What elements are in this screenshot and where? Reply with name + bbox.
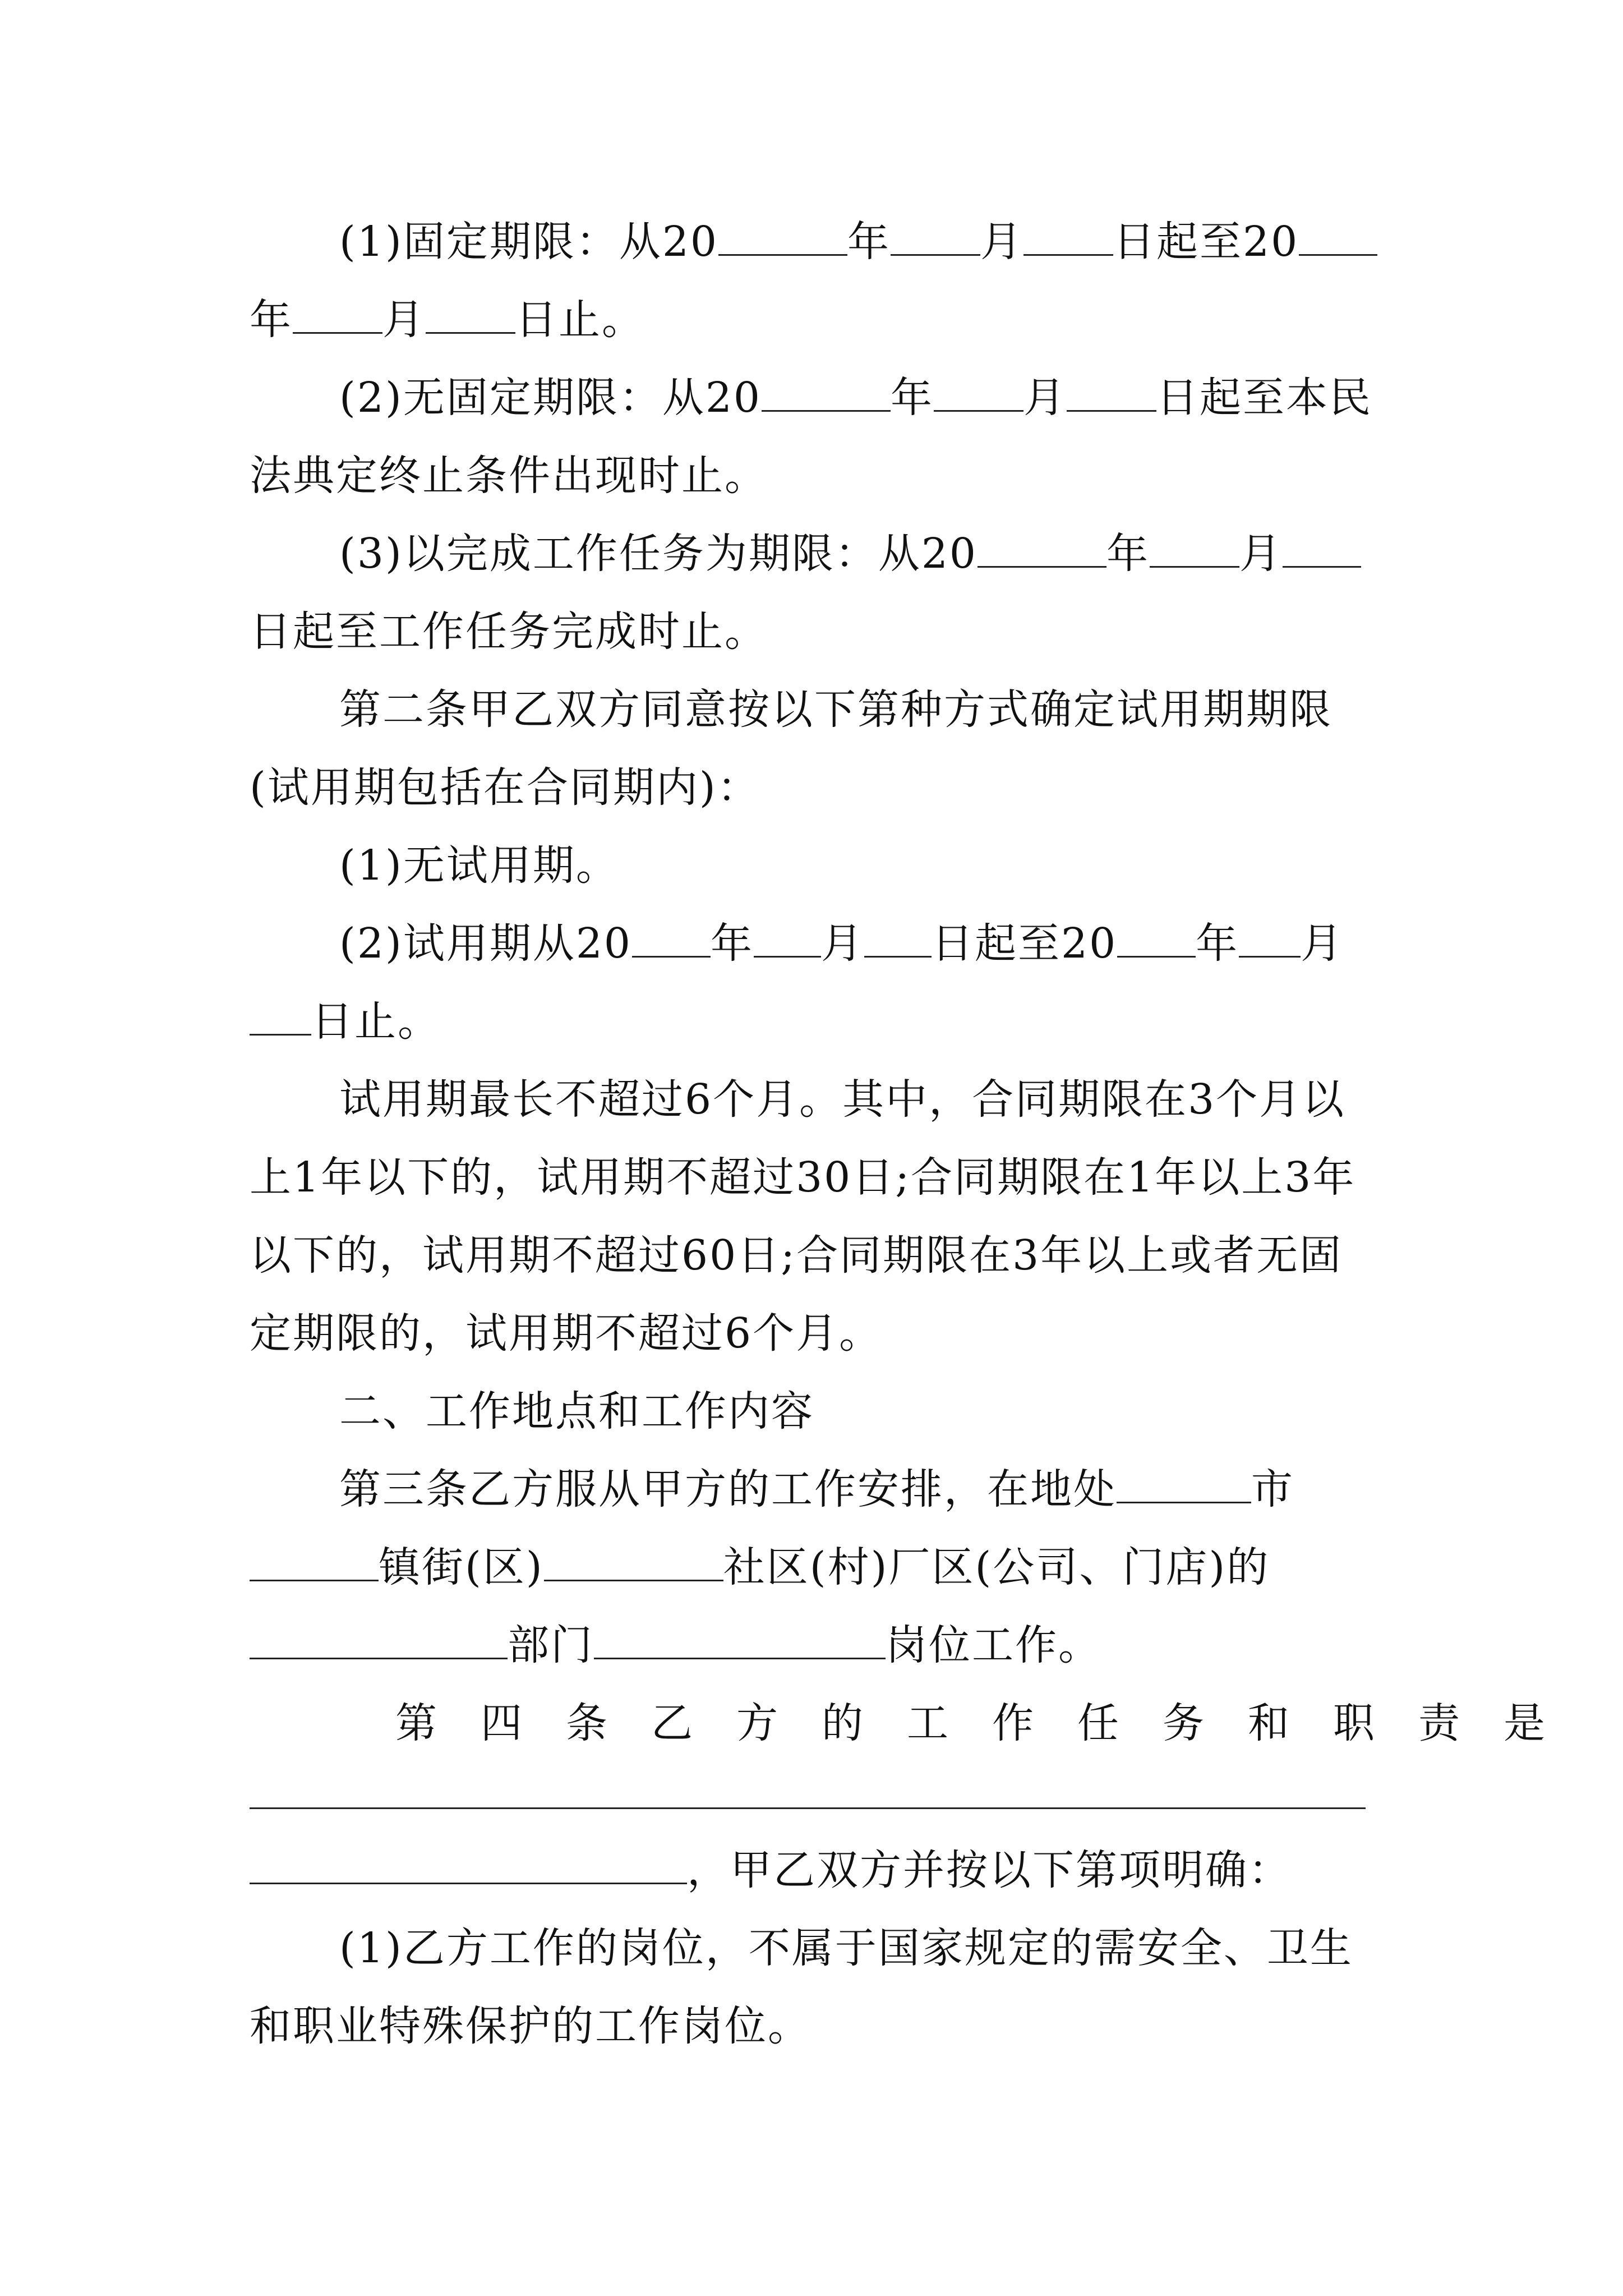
section-heading-2: 二、工作地点和工作内容 bbox=[339, 1387, 814, 1435]
text: 月 bbox=[382, 296, 426, 344]
text: 年 bbox=[1196, 919, 1239, 968]
text: 日止。 bbox=[515, 296, 645, 344]
line-2 bbox=[250, 281, 1377, 359]
paragraph-article-2: 第二条甲乙双方同意按以下第种方式确定试用期期限(试用期包括在合同期内)： bbox=[250, 685, 1332, 812]
line-2 bbox=[250, 1529, 1377, 1607]
text: (2)试用期从20 bbox=[339, 919, 632, 968]
text: 市 bbox=[1251, 1465, 1294, 1513]
paragraph-probation-rules: 试用期最长不超过6个月。其中，合同期限在3个月以上1年以下的，试用期不超过30日;合同期限在1年以上3年以下的，试用期不超过60日;合同期限在3年以上或者无固定期限的，试用期不超过6个月。 bbox=[250, 1075, 1356, 1358]
text: 日起至20 bbox=[931, 919, 1118, 968]
blank-duties bbox=[250, 1845, 687, 1884]
blank-month bbox=[1239, 918, 1301, 958]
blank-year bbox=[978, 528, 1106, 568]
document-content bbox=[250, 203, 1589, 2065]
blank-duties-line bbox=[250, 1807, 1366, 1809]
line-1 bbox=[250, 515, 1377, 593]
line-2: 日起至工作任务完成时止。 bbox=[250, 608, 768, 656]
blank-day bbox=[864, 918, 932, 958]
blank-day bbox=[1067, 372, 1156, 412]
text: 年 bbox=[890, 374, 934, 422]
text: ，甲乙双方并按以下第项明确： bbox=[687, 1846, 1292, 1894]
blank-month bbox=[934, 372, 1023, 412]
paragraph-probation-period bbox=[250, 905, 1377, 1061]
blank-day bbox=[1023, 217, 1113, 256]
blank-month bbox=[1150, 528, 1239, 568]
paragraph-fixed-term bbox=[250, 203, 1377, 359]
line-1 bbox=[250, 203, 1377, 281]
blank-day bbox=[1283, 528, 1361, 568]
paragraph-no-probation: (1)无试用期。 bbox=[339, 841, 619, 890]
text: 月 bbox=[1023, 374, 1067, 422]
blank-position bbox=[594, 1620, 886, 1659]
line-3 bbox=[250, 1607, 1377, 1685]
line-2: 法典定终止条件出现时止。 bbox=[250, 452, 768, 500]
blank-community bbox=[544, 1542, 723, 1581]
text: 月 bbox=[1301, 919, 1344, 968]
line-2 bbox=[250, 983, 1377, 1061]
blank-year bbox=[762, 372, 891, 412]
text: (1)固定期限：从20 bbox=[339, 218, 718, 266]
line-1: 第四条乙方的工作任务和职责是 bbox=[395, 1699, 1589, 1747]
text: (3)以完成工作任务为期限：从20 bbox=[339, 530, 978, 578]
text: (2)无固定期限：从20 bbox=[339, 374, 762, 422]
paragraph-article-3 bbox=[250, 1451, 1377, 1685]
line-1 bbox=[250, 905, 1377, 983]
blank-year bbox=[718, 217, 847, 256]
text: 岗位工作。 bbox=[886, 1621, 1101, 1669]
text: 年 bbox=[1106, 530, 1150, 578]
text: 日止。 bbox=[311, 997, 441, 1046]
blank-day bbox=[426, 295, 515, 334]
text: 社区(村)厂区(公司、门店)的 bbox=[723, 1543, 1270, 1591]
blank-department bbox=[250, 1620, 508, 1659]
text: 月 bbox=[980, 218, 1023, 266]
blank-day bbox=[250, 996, 311, 1036]
text: 年 bbox=[250, 296, 293, 344]
line-2 bbox=[250, 1832, 1377, 1910]
blank-town bbox=[250, 1542, 379, 1581]
line-1 bbox=[250, 1451, 1377, 1529]
blank-year bbox=[1117, 918, 1196, 958]
text: 第三条乙方服从甲方的工作安排，在地处 bbox=[339, 1465, 1117, 1513]
text: 年 bbox=[847, 218, 891, 266]
blank-year bbox=[632, 918, 711, 958]
blank-month bbox=[891, 217, 980, 256]
paragraph-indefinite-term bbox=[250, 359, 1377, 515]
paragraph-article-4 bbox=[250, 1685, 1589, 1910]
line-1 bbox=[250, 359, 1377, 437]
text: 月 bbox=[1239, 530, 1283, 578]
text: 镇街(区) bbox=[379, 1543, 544, 1591]
text: 部门 bbox=[508, 1621, 594, 1669]
text: 日起至20 bbox=[1113, 218, 1299, 266]
paragraph-task-term bbox=[250, 515, 1377, 671]
text: 月 bbox=[820, 919, 864, 968]
paragraph-position-protection: (1)乙方工作的岗位，不属于国家规定的需安全、卫生和职业特殊保护的工作岗位。 bbox=[250, 1924, 1353, 2050]
blank-year bbox=[1299, 217, 1377, 256]
text: 年 bbox=[710, 919, 754, 968]
blank-month bbox=[754, 918, 821, 958]
blank-city bbox=[1117, 1464, 1251, 1503]
blank-month bbox=[293, 295, 382, 334]
text: 日起至本民 bbox=[1156, 374, 1372, 422]
